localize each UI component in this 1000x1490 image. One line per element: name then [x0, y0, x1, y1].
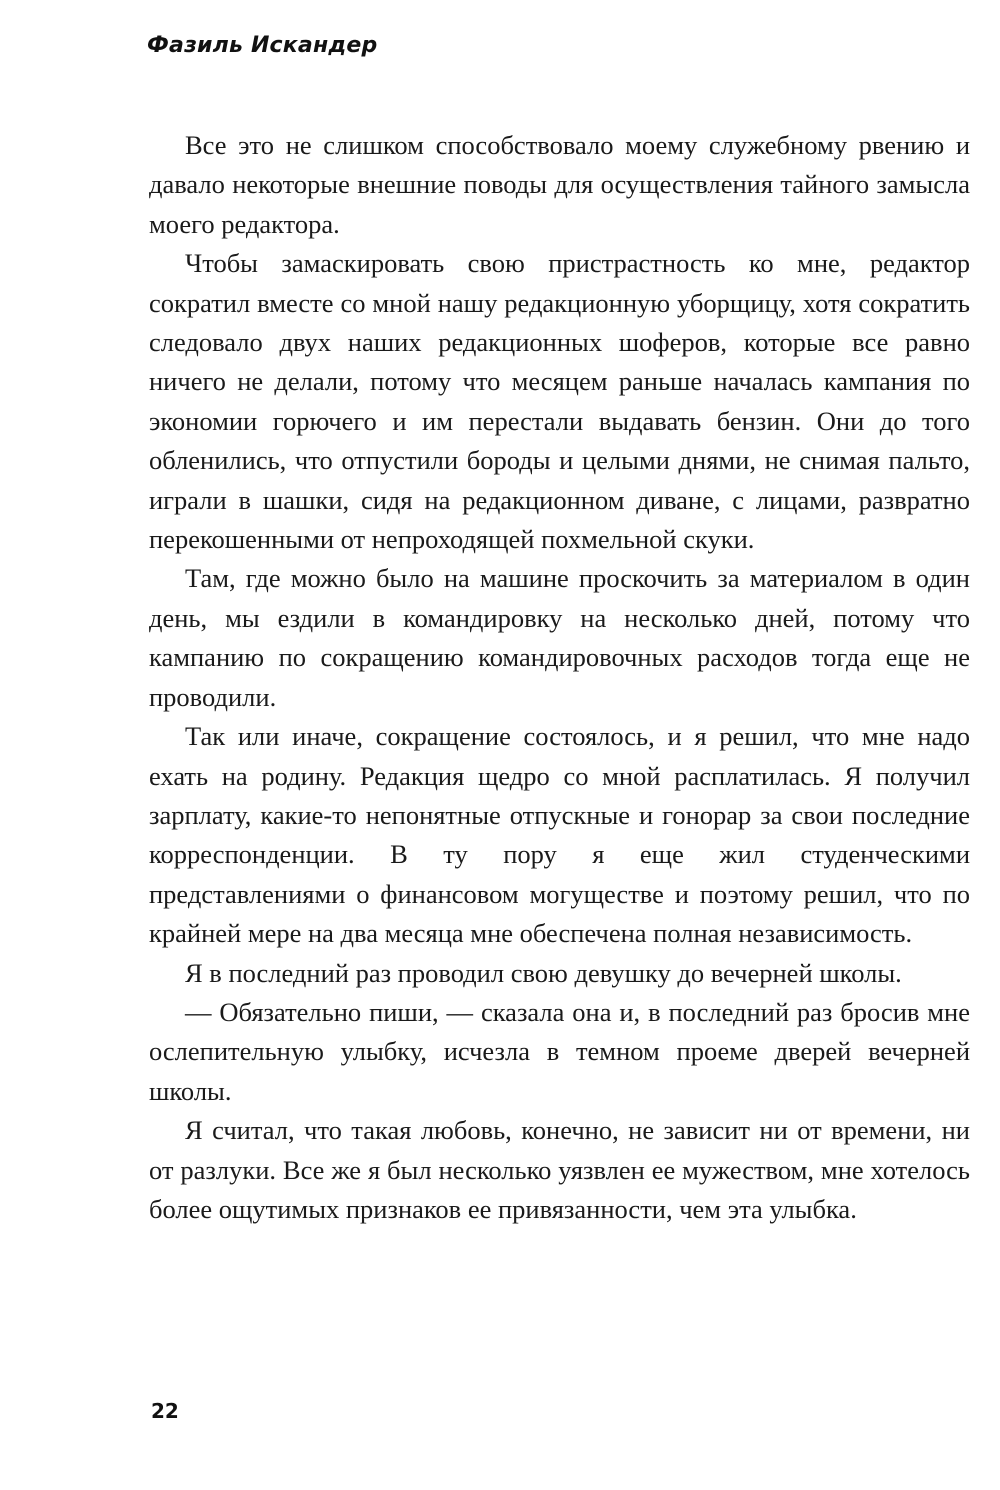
paragraph: Так или иначе, сокращение состоялось, и я решил, что мне надо ехать на родину. Редакция щедро со мной расплатилась. Я получил зарплату, какие-то непонятные отпускные и гонорар за свои последние корреспонденции. В ту пору я еще жил студенческими представлениями о финансовом могуществе и поэтому решил, что по крайней мере на два месяца мне обеспечена полная независимость. — [149, 721, 970, 949]
dialogue-paragraph: — Обязательно пиши, — сказала она и, в последний раз бросив мне ослепительную улыбку, исчезла в темном проеме дверей вечерней школы. — [149, 996, 970, 1106]
running-head-author: Фазиль Искандер — [147, 33, 378, 58]
paragraph: Все это не слишком способствовало моему служебному рвению и давало некоторые внешние поводы для осуществления тайного замысла моего редактора. — [149, 130, 970, 239]
page-number: 22 — [151, 1399, 179, 1423]
paragraph: Я в последний раз проводил свою девушку до вечерней школы. — [185, 957, 902, 988]
paragraph: Я считал, что такая любовь, конечно, не зависит ни от времени, ни от разлуки. Все же я был несколько уязвлен ее мужеством, мне хотелось более ощутимых признаков ее привязанности, чем эта улыбка. — [149, 1115, 970, 1224]
main-text — [149, 126, 970, 1229]
paragraph: Там, где можно было на машине проскочить за материалом в один день, мы ездили в командировку на несколько дней, потому что кампанию по сокращению командировочных расходов тогда еще не проводили. — [149, 563, 970, 712]
paragraph: Чтобы замаскировать свою пристрастность ко мне, редактор сократил вместе со мной нашу редакционную уборщицу, хотя сократить следовало двух наших редакционных шоферов, которые все равно ничего не делали, потому что месяцем раньше началась кампания по экономии горючего и им перестали выдавать бензин. Они до того обленились, что отпустили бороды и целыми днями, не снимая пальто, играли в шашки, сидя на редакционном диване, с лицами, развратно перекошенными от непроходящей похмельной скуки. — [149, 248, 970, 555]
